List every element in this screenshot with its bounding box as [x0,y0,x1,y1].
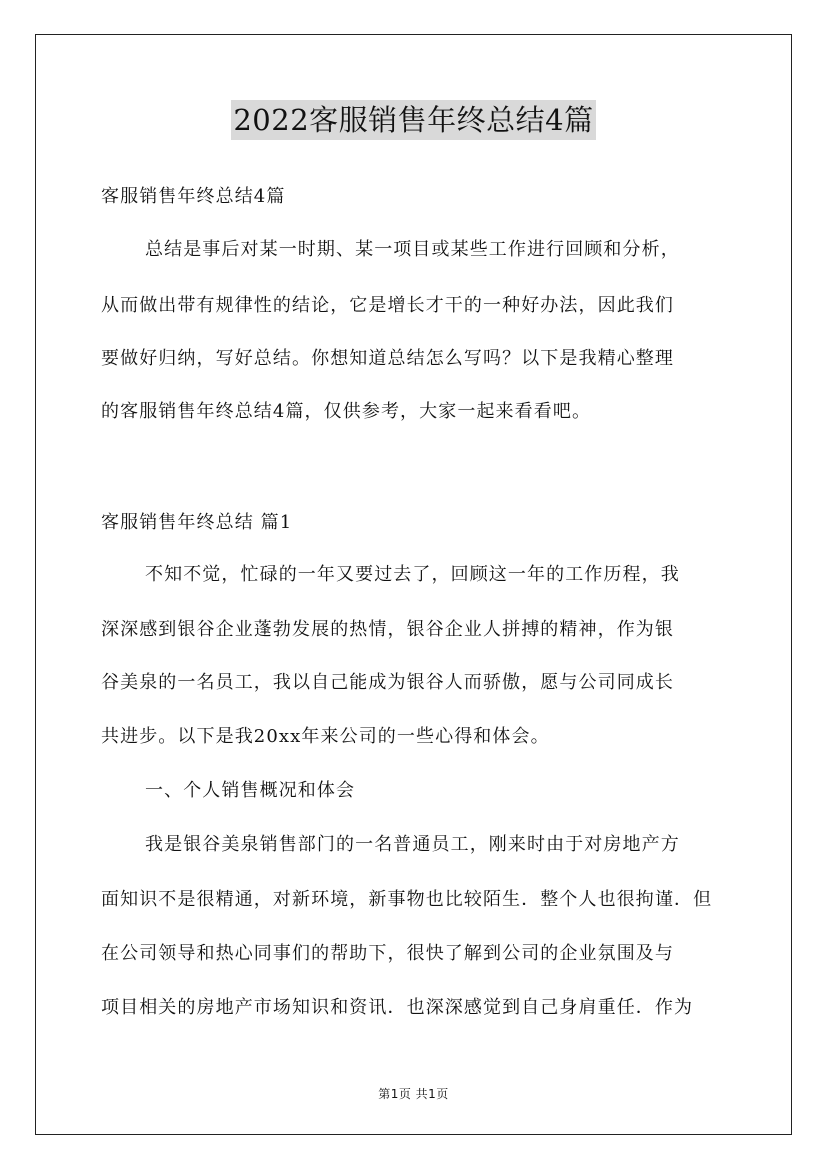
section-heading: 客服销售年终总结 篇1 [101,512,293,533]
section-line: 谷美泉的一名员工，我以自己能成为银谷人而骄傲，愿与公司同成长 [101,672,674,693]
section-line: 共进步。以下是我20xx年来公司的一些心得和体会。 [101,726,550,747]
page-footer: 第1页 共1页 [378,1087,449,1101]
subtitle: 客服销售年终总结4篇 [101,186,286,207]
subsection-heading: 一、个人销售概况和体会 [145,780,356,801]
intro-line: 要做好归纳，写好总结。你想知道总结怎么写吗？以下是我精心整理 [101,348,674,369]
intro-line: 总结是事后对某一时期、某一项目或某些工作进行回顾和分析， [145,239,680,260]
document-title-text: 2022客服销售年终总结4篇 [231,100,595,140]
intro-line: 的客服销售年终总结4篇，仅供参考，大家一起来看看吧。 [101,401,592,422]
subsection-line: 面知识不是很精通，对新环境，新事物也比较陌生．整个人也很拘谨．但 [101,889,713,910]
intro-line: 从而做出带有规律性的结论，它是增长才干的一种好办法，因此我们 [101,295,674,316]
subsection-line: 我是银谷美泉销售部门的一名普通员工，刚来时由于对房地产方 [145,834,680,855]
subsection-line: 项目相关的房地产市场知识和资讯．也深深感觉到自己身肩重任．作为 [101,997,694,1018]
section-line: 深深感到银谷企业蓬勃发展的热情，银谷企业人拼搏的精神，作为银 [101,619,674,640]
section-line: 不知不觉，忙碌的一年又要过去了，回顾这一年的工作历程，我 [145,564,680,585]
document-title [0,100,827,140]
subsection-line: 在公司领导和热心同事们的帮助下，很快了解到公司的企业氛围及与 [101,943,674,964]
